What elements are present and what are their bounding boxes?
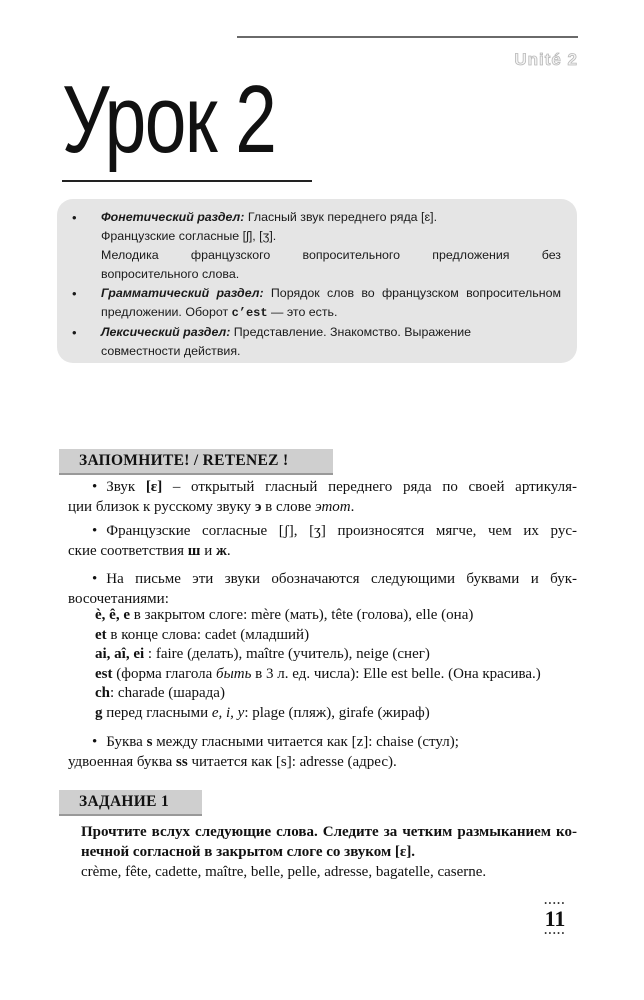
task-1-heading: ЗАДАНИЕ 1 bbox=[59, 790, 202, 814]
task-1-body bbox=[81, 822, 577, 882]
retenez-heading: ЗАПОМНИТЕ! / RETENEZ ! bbox=[59, 449, 333, 473]
task-1-words: crème, fête, cadette, maître, belle, pelle, adresse, bagatelle, caserne. bbox=[81, 864, 487, 880]
summary-item-grammar: • Грамматический раздел: Порядок слов во французском вопросительном предложении. Оборот c’est — это есть. bbox=[57, 284, 561, 323]
task-1-instruction: Прочтите вслух следующие слова. Следите за четким размыканием ко- bbox=[81, 824, 577, 840]
summary-item-lexicon: • Лексический раздел: Представление. Знакомство. Выражение совместности действия. bbox=[57, 323, 561, 361]
page-number-block bbox=[540, 900, 570, 938]
spelling-rules-list bbox=[95, 606, 575, 723]
retenez-paragraph-3: • На письме эти звуки обозначаются следующими буквами и бук- восочетаниями: bbox=[80, 569, 577, 609]
summary-list bbox=[57, 199, 577, 361]
summary-heading: Лексический раздел: bbox=[101, 325, 231, 339]
task-1-instruction: нечной согласной в закрытом слоге со звуком [ɛ]. bbox=[81, 844, 416, 860]
cest-expression: c’est bbox=[231, 306, 268, 320]
summary-heading: Фонетический раздел: bbox=[101, 210, 245, 224]
spelling-rule: et в конце слова: cadet (младший) bbox=[95, 626, 310, 643]
spelling-rule: è, ê, e в закрытом слоге: mère (мать), tête (голова), elle (она) bbox=[95, 607, 474, 623]
dots-ornament-bottom: ••••• bbox=[544, 929, 566, 938]
spelling-rule: g перед гласными e, i, y: plage (пляж), girafe (жираф) bbox=[95, 704, 430, 721]
retenez-paragraph-1: • Звук [ɛ] – открытый гласный переднего ряда по своей артикуля- ции близок к русскому звуку э в слове этот. bbox=[80, 477, 577, 517]
retenez-heading-rule bbox=[59, 473, 333, 475]
header-rule bbox=[237, 36, 578, 38]
lesson-summary-box bbox=[57, 199, 577, 363]
spelling-rule: ai, aî, ei : faire (делать), maître (учитель), neige (снег) bbox=[95, 646, 430, 662]
page-number: 11 bbox=[544, 906, 566, 931]
unit-label: Unité 2 bbox=[514, 50, 578, 69]
lesson-title: Урок 2 bbox=[62, 66, 276, 173]
title-underline bbox=[62, 180, 312, 182]
retenez-paragraph-4: • Буква s между гласными читается как [z]: chaise (стул); удвоенная буква ss читается как [s]: adresse (адрес). bbox=[80, 732, 530, 772]
retenez-paragraph-2: • Французские согласные [ʃ], [ʒ] произносятся мягче, чем их рус- ские соответствия ш и ж. bbox=[80, 521, 577, 561]
spelling-rule: ch: charade (шарада) bbox=[95, 685, 225, 701]
dots-ornament-top: ••••• bbox=[544, 899, 566, 908]
spelling-rule: est (форма глагола быть в 3 л. ед. числа): Elle est belle. (Она красива.) bbox=[95, 665, 541, 682]
summary-item-phonetics: • Фонетический раздел: Гласный звук переднего ряда [ɛ]. Французские согласные [ʃ], [ʒ]. Мелодика французского вопросительного предложения без вопросительного слова. bbox=[57, 208, 561, 284]
task-1-heading-rule bbox=[59, 814, 202, 816]
summary-heading: Грамматический раздел: bbox=[101, 286, 264, 300]
